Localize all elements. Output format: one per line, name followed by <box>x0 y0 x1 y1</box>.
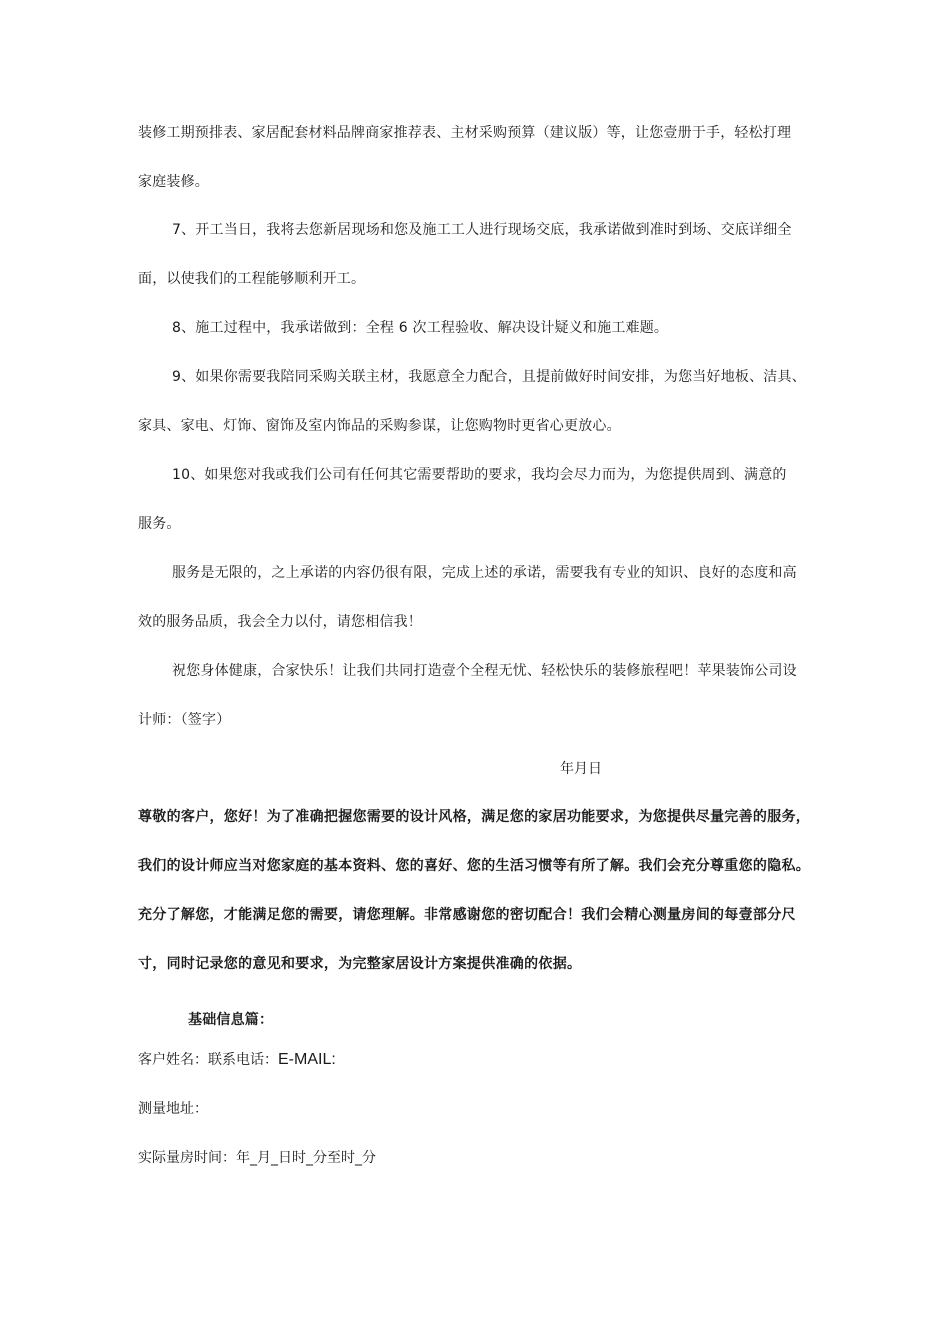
paragraph-line: 计师：（签字） <box>138 712 231 728</box>
paragraph-line: 10、如果您对我或我们公司有任何其它需要帮助的要求，我均会尽力而为，为您提供周到、满意的 <box>172 467 787 483</box>
paragraph-line: 祝您身体健康，合家快乐！让我们共同打造壹个全程无忧、轻松快乐的装修旅程吧！苹果装饰公司设 <box>172 663 797 679</box>
paragraph-line: 服务。 <box>138 516 181 532</box>
paragraph-line: 9、如果你需要我陪同采购关联主材，我愿意全力配合，且提前做好时间安排，为您当好地板、洁具、 <box>172 369 806 385</box>
intro-line: 寸，同时记录您的意见和要求，为完整家居设计方案提供准确的依据。 <box>138 956 582 972</box>
paragraph-line: 效的服务品质，我会全力以付，请您相信我！ <box>138 614 422 630</box>
address-label: 测量地址： <box>138 1101 208 1117</box>
paragraph-line: 8、施工过程中，我承诺做到：全程 6 次工程验收、解决设计疑义和施工难题。 <box>172 320 669 336</box>
paragraph-line: 面，以使我们的工程能够顺利开工。 <box>138 271 366 287</box>
intro-line: 充分了解您，才能满足您的需要，请您理解。非常感谢您的密切配合！我们会精心测量房间的每壹部分尺 <box>138 907 796 923</box>
paragraph-line: 7、开工当日，我将去您新居现场和您及施工工人进行现场交底，我承诺做到准时到场、交底详细全 <box>172 222 792 238</box>
signature-date: 年月日 <box>560 761 602 777</box>
measure-time-label: 实际量房时间：年_月_日时_分至时_分 <box>138 1150 376 1166</box>
intro-line: 尊敬的客户，您好！为了准确把握您需要的设计风格，满足您的家居功能要求，为您提供尽量完善的服务， <box>138 809 811 825</box>
email-label: E-MAIL: <box>278 1051 336 1068</box>
paragraph-line: 服务是无限的，之上承诺的内容仍很有限，完成上述的承诺，需要我有专业的知识、良好的态度和高 <box>172 565 797 581</box>
paragraph-line: 家庭装修。 <box>138 174 209 190</box>
client-contact-line <box>138 1050 336 1070</box>
paragraph-line: 装修工期预排表、家居配套材料品牌商家推荐表、主材采购预算（建议版）等，让您壹册于手，轻松打理 <box>138 125 792 141</box>
client-contact-label: 客户姓名：联系电话： <box>138 1052 278 1068</box>
paragraph-line: 家具、家电、灯饰、窗饰及室内饰品的采购参谋，让您购物时更省心更放心。 <box>138 418 621 434</box>
intro-line: 我们的设计师应当对您家庭的基本资料、您的喜好、您的生活习惯等有所了解。我们会充分尊重您的隐私。 <box>138 858 811 874</box>
section-heading: 基础信息篇： <box>188 1012 274 1028</box>
